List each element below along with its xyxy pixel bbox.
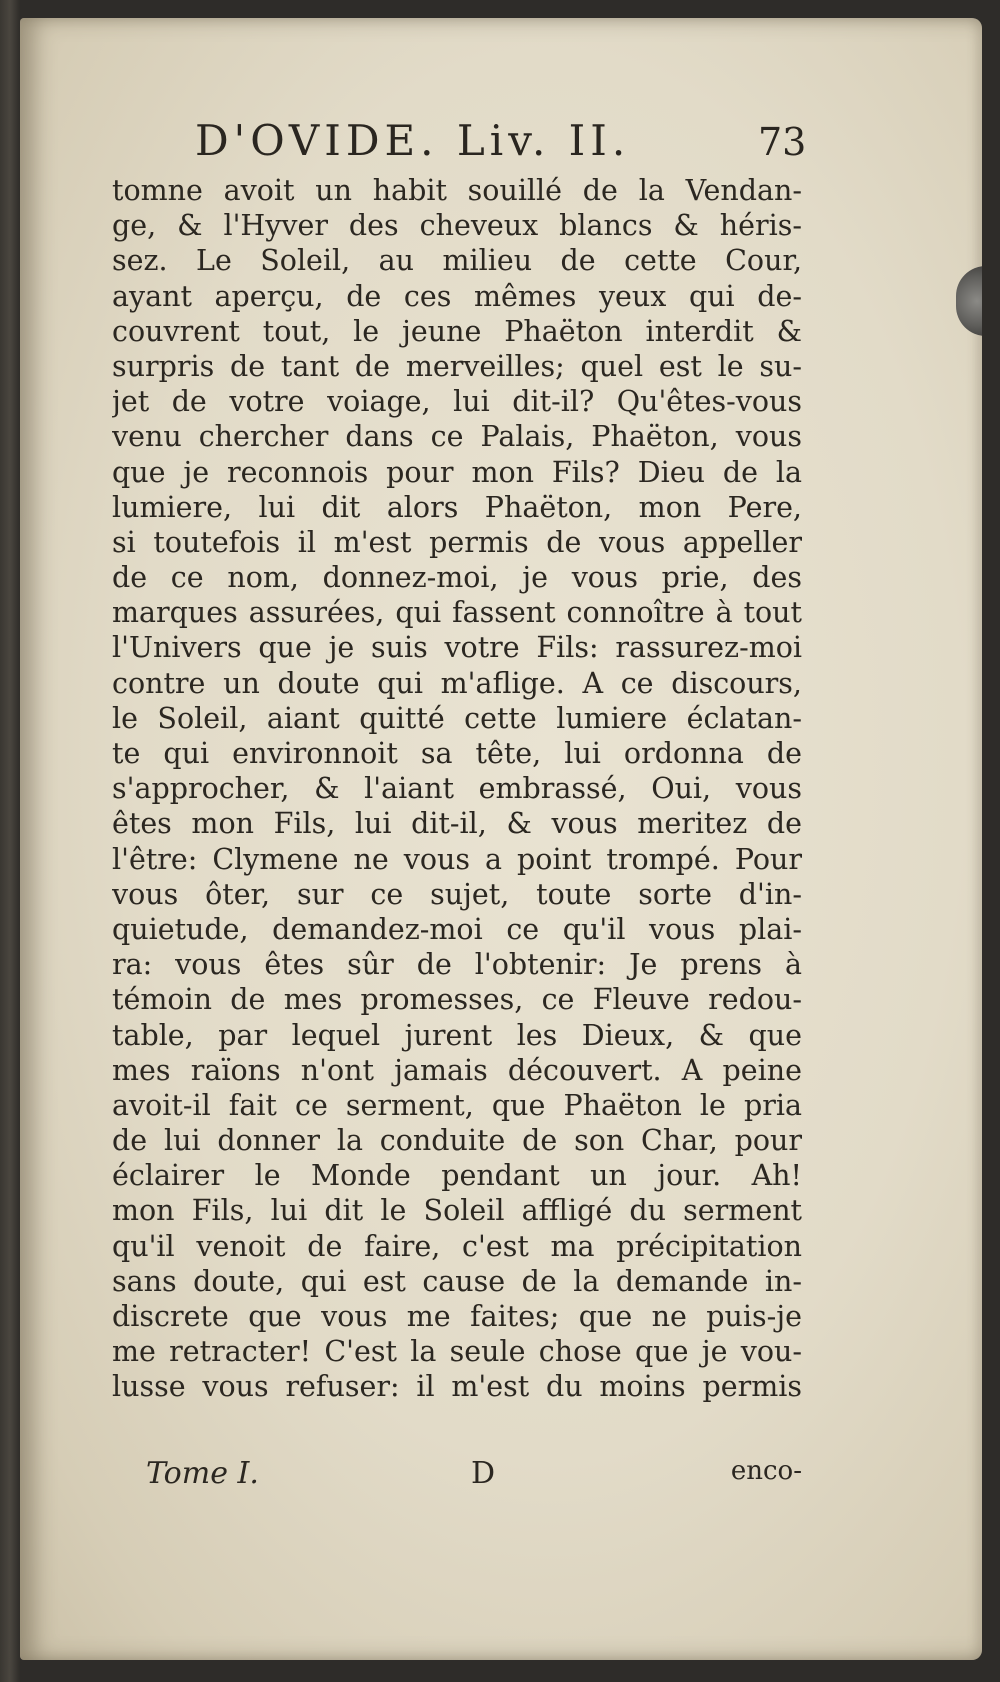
text-line: l'Univers que je suis votre Fils: rassurez-moi	[112, 631, 802, 665]
text-line: si toutefois il m'est permis de vous appeller	[112, 525, 802, 559]
volume-mark: Tome I.	[146, 1456, 259, 1491]
text-line: ayant aperçu, de ces mêmes yeux qui de-	[112, 279, 802, 313]
body-text	[112, 173, 802, 1405]
text-line: venu chercher dans ce Palais, Phaëton, vous	[112, 420, 802, 454]
text-line: qu'il venoit de faire, c'est ma précipitation	[112, 1229, 802, 1263]
text-line: mon Fils, lui dit le Soleil affligé du serment	[112, 1194, 802, 1228]
page-edge-shadow	[956, 266, 982, 336]
text-line: sez. Le Soleil, au milieu de cette Cour,	[112, 244, 802, 278]
text-line: tomne avoit un habit souillé de la Vendan-	[112, 174, 802, 207]
text-line: surpris de tant de merveilles; quel est le su-	[112, 349, 802, 383]
text-line: l'être: Clymene ne vous a point trompé. Pour	[112, 842, 802, 876]
text-line: avoit-il fait ce serment, que Phaëton le pria	[112, 1088, 802, 1122]
text-line: le Soleil, aiant quitté cette lumiere éclatan-	[112, 701, 802, 735]
text-line: s'approcher, & l'aiant embrassé, Oui, vous	[112, 772, 802, 806]
text-line: mes raïons n'ont jamais découvert. A peine	[112, 1053, 802, 1087]
running-head: D'OVIDE. Liv. II.	[195, 116, 631, 165]
text-line: me retracter! C'est la seule chose que je vou-	[112, 1335, 802, 1369]
text-line: de ce nom, donnez-moi, je vous prie, des	[112, 561, 802, 595]
text-line: témoin de mes promesses, ce Fleuve redou-	[112, 983, 802, 1017]
text-line: lumiere, lui dit alors Phaëton, mon Pere,	[112, 490, 802, 524]
text-line: que je reconnois pour mon Fils? Dieu de la	[112, 455, 802, 489]
text-line: vous ôter, sur ce sujet, toute sorte d'in-	[112, 877, 802, 911]
text-line: quietude, demandez-moi ce qu'il vous plai-	[112, 912, 802, 946]
text-line: êtes mon Fils, lui dit-il, & vous meritez de	[112, 807, 802, 841]
book-page	[20, 18, 982, 1660]
signature-mark: D	[471, 1456, 496, 1491]
text-line: contre un doute qui m'aflige. A ce discours,	[112, 666, 802, 700]
text-line: ra: vous êtes sûr de l'obtenir: Je prens à	[112, 948, 802, 982]
text-line: éclairer le Monde pendant un jour. Ah!	[112, 1159, 802, 1193]
text-line: de lui donner la conduite de son Char, pour	[112, 1124, 802, 1158]
text-line: lusse vous refuser: il m'est du moins permis	[112, 1370, 802, 1404]
text-line: jet de votre voiage, lui dit-il? Qu'êtes-vous	[112, 385, 802, 419]
text-line: sans doute, qui est cause de la demande in-	[112, 1264, 802, 1298]
text-line: marques assurées, qui fassent connoître à tout	[112, 596, 802, 630]
catchword: enco-	[730, 1456, 802, 1486]
text-line: ge, & l'Hyver des cheveux blancs & héris-	[112, 209, 802, 243]
page-number: 73	[758, 120, 807, 164]
text-line: discrete que vous me faites; que ne puis-je	[112, 1300, 802, 1333]
text-line: te qui environnoit sa tête, lui ordonna de	[112, 737, 802, 770]
page-footer	[126, 1456, 802, 1496]
text-line: table, par lequel jurent les Dieux, & que	[112, 1018, 802, 1052]
text-line: couvrent tout, le jeune Phaëton interdit &	[112, 314, 802, 348]
